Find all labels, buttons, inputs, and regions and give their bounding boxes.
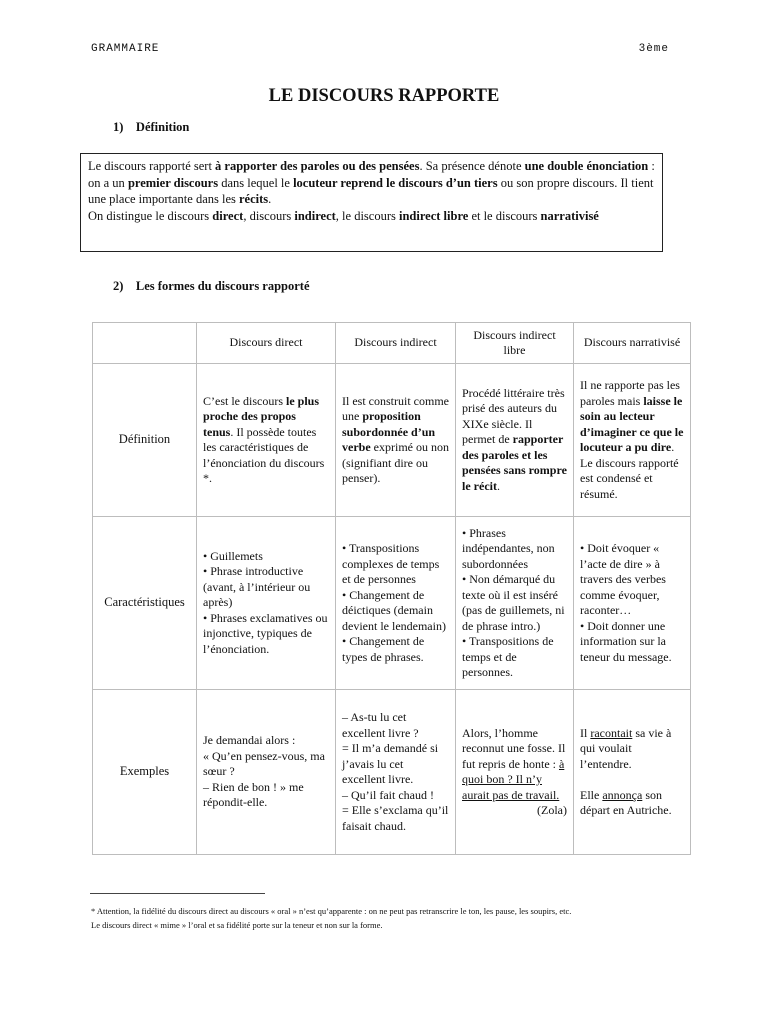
- cell-text: . Le discours rapporté est condensé et résumé.: [580, 440, 679, 501]
- def-bold: indirect libre: [398, 208, 469, 223]
- col-header-narrativise: Discours narrativisé: [574, 323, 691, 364]
- def-text: ou son propre discours. Il tient une place importante dans les: [88, 175, 654, 206]
- table-corner-cell: [93, 323, 197, 364]
- def-text: , le discours: [335, 208, 399, 223]
- def-bold: premier discours: [127, 175, 219, 190]
- bullet-item: • Phrases indépendantes, non subordonnées: [462, 525, 555, 571]
- cell-text: .: [496, 478, 500, 493]
- bullet-item: • Doit donner une information sur la teneur du message.: [580, 618, 672, 664]
- cell-exemples-direct: [197, 690, 336, 855]
- def-text: dans lequel le: [218, 175, 294, 190]
- cell-text: Procédé littéraire très prisé des auteurs du XIXe siècle. Il permet de: [462, 385, 565, 447]
- bullet-item: • Phrases exclamatives ou injonctive, typiques de l’énonciation.: [203, 610, 328, 656]
- table-row-caracteristiques: [93, 517, 691, 690]
- table-row-definition: [93, 364, 691, 517]
- def-text: : on a un: [88, 159, 655, 190]
- bullet-item: • Guillemets: [203, 548, 263, 563]
- page-title: LE DISCOURS RAPPORTE: [268, 86, 500, 106]
- col-header-direct: Discours direct: [197, 323, 336, 364]
- bullet-item: • Changement de types de phrases.: [342, 634, 425, 664]
- example-line: = Il m’a demandé si j’avais lu cet excellent livre.: [342, 741, 439, 786]
- example-author: (Zola): [537, 803, 567, 817]
- example-text: Alors, l’homme reconnut une fosse. Il fut repris de honte :: [462, 725, 566, 771]
- cell-exemples-indirect: [336, 690, 456, 855]
- footnote-line: * Attention, la fidélité du discours direct au discours « oral » n’est qu’apparente : on ne peut pas retranscrire le ton, les pause, les soupirs, etc.: [91, 906, 572, 916]
- footnote: [91, 904, 691, 932]
- row-label-definition: Définition: [93, 364, 197, 517]
- bullet-item: • Transpositions complexes de temps et de personnes: [342, 541, 440, 586]
- underlined-verb: annonça: [602, 787, 643, 802]
- footnote-divider: [90, 893, 265, 894]
- header-level: 3ème: [638, 43, 669, 55]
- header-subject: GRAMMAIRE: [91, 43, 160, 55]
- cell-text: Il est construit comme une: [342, 393, 449, 423]
- example-text: son départ en Autriche.: [580, 787, 672, 817]
- cell-caracteristiques-libre: [456, 517, 574, 690]
- cell-bold: le plus proche des propos tenus: [203, 393, 320, 439]
- example-line: = Elle s’exclama qu’il faisait chaud.: [342, 803, 449, 833]
- row-label-caracteristiques: Caractéristiques: [93, 517, 197, 690]
- cell-caracteristiques-direct: [197, 517, 336, 690]
- example-line: – Qu’il fait chaud !: [342, 787, 434, 802]
- section-definition-title: 1) Définition: [113, 120, 190, 134]
- forms-table: [92, 322, 691, 855]
- definition-box: [80, 153, 663, 252]
- cell-definition-direct: [197, 364, 336, 517]
- footnote-line: Le discours direct « mime » l’oral et sa fidélité porte sur la teneur et non sur la forme.: [91, 920, 383, 930]
- table-row-exemples: [93, 690, 691, 855]
- example-text: Elle: [580, 787, 603, 802]
- def-text: et le discours: [468, 208, 541, 223]
- def-text: On distingue le discours: [88, 208, 213, 223]
- cell-definition-libre: [456, 364, 574, 517]
- cell-bold: rapporter des paroles et les pensées sans rompre le récit: [462, 432, 567, 493]
- cell-bold: proposition subordonnée d’un verbe: [342, 409, 436, 454]
- underlined-verb: racontait: [590, 725, 633, 740]
- example-para: [580, 788, 684, 819]
- example-text: Il: [580, 725, 591, 740]
- section-forms-title: 2) Les formes du discours rapporté: [113, 279, 310, 293]
- spacer: [580, 772, 684, 788]
- row-label-exemples: Exemples: [93, 690, 197, 855]
- col-header-indirect-libre: Discours indirect libre: [456, 323, 574, 364]
- example-line: – As-tu lu cet excellent livre ?: [342, 710, 419, 740]
- bullet-item: • Non démarqué du texte où il est inséré (pas de guillemets, ni de phrase intro.): [462, 572, 565, 633]
- def-text: , discours: [243, 208, 295, 223]
- def-text: . Sa présence dénote: [419, 159, 525, 173]
- cell-text: C’est le discours: [203, 393, 286, 408]
- cell-definition-narrativise: [574, 364, 691, 517]
- example-text: sa vie à qui voulait l’entendre.: [580, 725, 672, 771]
- col-header-indirect: Discours indirect: [336, 323, 456, 364]
- example-line: – Rien de bon ! » me répondit-elle.: [203, 779, 304, 810]
- cell-caracteristiques-narrativise: [574, 517, 691, 690]
- bullet-item: • Changement de déictiques (demain devient le lendemain): [342, 587, 446, 633]
- def-bold: direct: [212, 208, 244, 223]
- cell-bold: laisse le soin au lecteur d’imaginer ce que le locuteur a pu dire: [580, 393, 684, 454]
- def-bold: une double énonciation: [524, 159, 649, 173]
- def-bold: narrativisé: [540, 208, 599, 223]
- def-bold: à rapporter des paroles ou des pensées: [215, 159, 420, 173]
- cell-caracteristiques-indirect: [336, 517, 456, 690]
- cell-text: exprimé ou non (signifiant dire ou penser).: [342, 440, 449, 485]
- cell-exemples-narrativise: [574, 690, 691, 855]
- cell-definition-indirect: [336, 364, 456, 517]
- example-line: Je demandai alors :: [203, 733, 296, 748]
- def-text: .: [268, 192, 272, 206]
- example-line: « Qu’en pensez-vous, ma sœur ?: [203, 748, 325, 779]
- bullet-item: • Transpositions de temps et de personnes.: [462, 634, 554, 679]
- bullet-item: • Doit évoquer « l’acte de dire » à travers des verbes comme évoquer, raconter…: [580, 541, 666, 617]
- bullet-item: • Phrase introductive (avant, à l’intérieur ou après): [203, 564, 311, 610]
- cell-text: Il ne rapporte pas les paroles mais: [580, 378, 680, 408]
- def-bold: indirect: [294, 208, 336, 223]
- def-text: Le discours rapporté sert: [88, 159, 216, 173]
- table-header-row: [93, 323, 691, 364]
- cell-text: . Il possède toutes les caractéristiques de l’énonciation du discours *.: [203, 424, 325, 485]
- def-bold: récits: [239, 192, 269, 206]
- underlined-text: à quoi bon ? Il n’y aurait pas de travail.: [462, 756, 565, 802]
- def-bold: locuteur reprend le discours d’un tiers: [293, 175, 498, 190]
- cell-exemples-libre: [456, 690, 574, 855]
- example-para: [580, 726, 684, 773]
